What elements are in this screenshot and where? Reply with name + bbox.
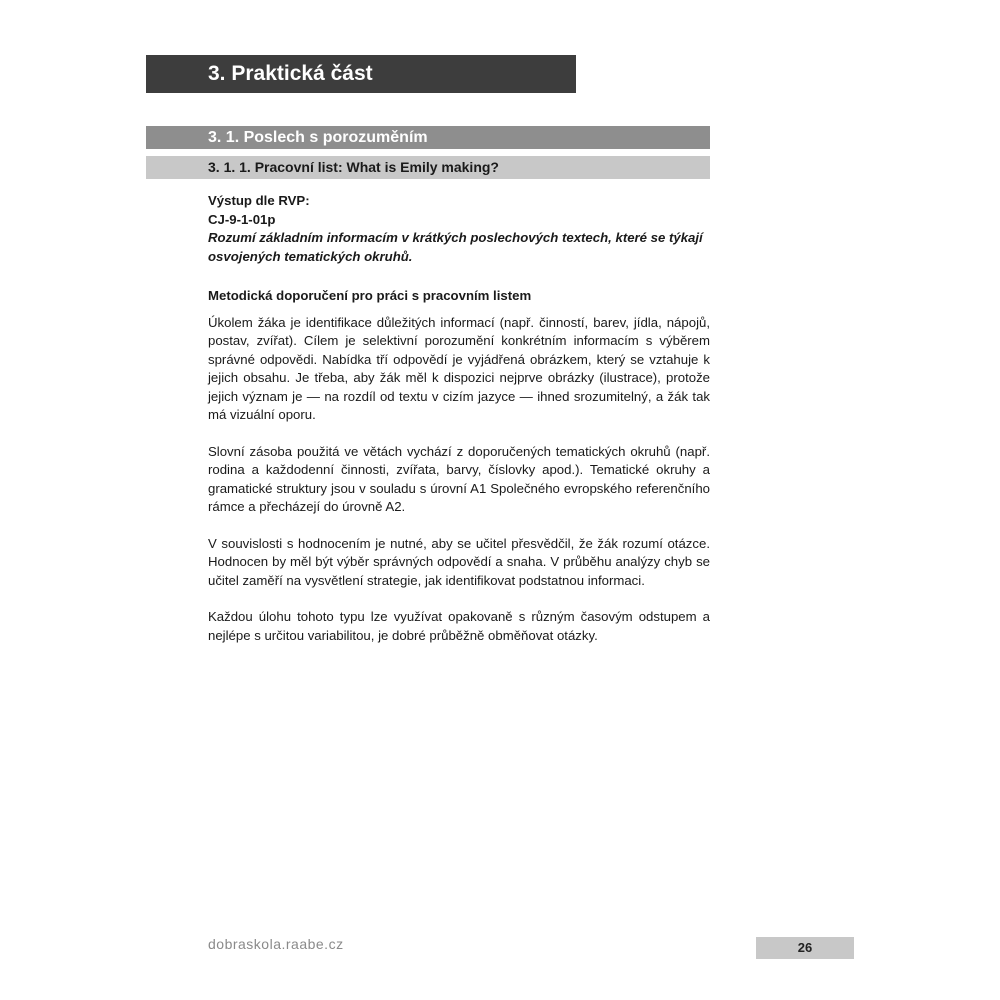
subsection-title: 3. 1. 1. Pracovní list: What is Emily making? xyxy=(208,159,499,175)
method-paragraph-3: V souvislosti s hodnocením je nutné, aby se učitel přesvědčil, že žák rozumí otázce. Hodnocen by měl být výběr správných odpovědí a snaha. V průběhu analýzy chyb se učitel zaměří na vysvětlení strategie, jak identifikovat podstatnou informaci. xyxy=(208,535,710,588)
method-paragraph-4: Každou úlohu tohoto typu lze využívat opakovaně s různým časovým odstupem a nejlépe s určitou variabilitou, je dobré průběžně obměňovat otázky. xyxy=(208,609,710,643)
method-heading: Metodická doporučení pro práci s pracovním listem xyxy=(208,288,532,303)
section-title-bar xyxy=(146,126,710,149)
method-paragraph-1: Úkolem žáka je identifikace důležitých informací (např. činností, barev, jídla, nápojů, postav, zvířat). Cílem je selektivní porozumění konkrétním informacím s výběrem správné odpovědi. Nabídka tří odpovědí je vyjádřená obrázkem, který se vztahuje k jejich obsahu. Je třeba, aby žák měl k dispozici nejprve obrázky (ilustrace), protože jejich význam je — na rozdíl od textu v cizím jazyce — ihned srozumitelný, a žák tak má vizuální oporu. xyxy=(208,314,710,422)
chapter-title-bar xyxy=(146,55,576,93)
section-title: 3. 1. Poslech s porozuměním xyxy=(208,129,428,146)
subsection-title-bar xyxy=(146,156,710,179)
main-content xyxy=(208,192,710,663)
chapter-title: 3. Praktická část xyxy=(208,62,373,85)
rvp-outcome-text: Rozumí základním informacím v krátkých poslechových textech, které se týkají osvojených tematických okruhů. xyxy=(208,230,703,264)
method-paragraph-2: Slovní zásoba použitá ve větách vychází z doporučených tematických okruhů (např. rodina a každodenní činnosti, zvířata, barvy, číslovky apod.). Tematické okruhy a gramatické struktury jsou v souladu s úrovní A1 Společného evropského referenčního rámce a přecházejí do úrovně A2. xyxy=(208,443,710,514)
page-number: 26 xyxy=(756,937,854,959)
rvp-code: CJ-9-1-01p xyxy=(208,211,276,227)
rvp-label: Výstup dle RVP: xyxy=(208,193,310,208)
footer-url: dobraskola.raabe.cz xyxy=(208,936,344,952)
